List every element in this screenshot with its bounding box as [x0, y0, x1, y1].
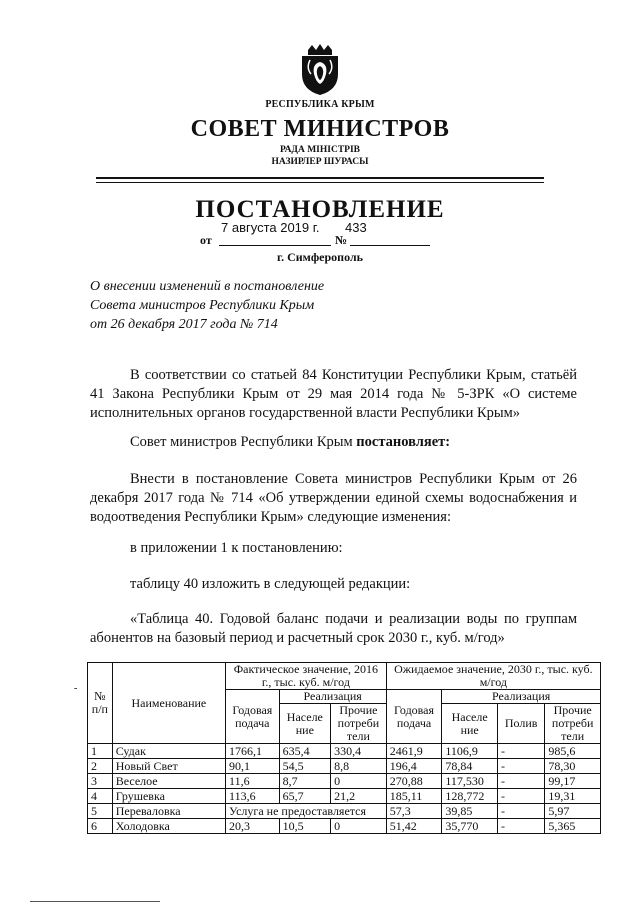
row-irrigation-expected: -	[497, 774, 544, 789]
row-population-expected: 1106,9	[442, 744, 498, 759]
row-supply-fact: 11,6	[226, 774, 280, 789]
number-underline	[350, 245, 430, 246]
preamble-paragraph: В соответствии со статьей 84 Конституции Республики Крым, статьёй 41 Закона Республики Крым от 29 мая 2014 года № 5-ЗРК «О системе исполнительных органов государственной власти Республики Крым»	[90, 367, 577, 421]
row-population-expected: 39,85	[442, 804, 498, 819]
date-underline	[219, 245, 331, 246]
row-name: Грушевка	[112, 789, 225, 804]
row-supply-expected: 51,42	[386, 819, 442, 834]
row-supply-fact: 113,6	[226, 789, 280, 804]
row-supply-fact: 90,1	[226, 759, 280, 774]
header-realization-fact: Реализация	[279, 690, 386, 704]
table-row	[88, 774, 601, 789]
header-rule-thick	[96, 177, 544, 179]
subject-line-3: от 26 декабря 2017 года № 714	[90, 317, 278, 332]
row-num: 3	[88, 774, 113, 789]
row-irrigation-expected: -	[497, 759, 544, 774]
row-other-fact: 0	[331, 774, 387, 789]
header-supply-fact: Годовая подача	[226, 690, 280, 744]
row-service-not-provided: Услуга не предоставляется	[226, 804, 387, 819]
row-population-expected: 35,770	[442, 819, 498, 834]
row-irrigation-expected: -	[497, 819, 544, 834]
row-other-fact: 0	[331, 819, 387, 834]
footer-rule	[30, 901, 160, 902]
row-other-fact: 8,8	[331, 759, 387, 774]
header-expected: Ожидаемое значение, 2030 г., тыс. куб. м/год	[386, 663, 600, 690]
row-supply-expected: 270,88	[386, 774, 442, 789]
resolves-paragraph	[90, 433, 577, 452]
row-num: 4	[88, 789, 113, 804]
header-population-expected: Населе ние	[442, 704, 498, 744]
row-population-fact: 54,5	[279, 759, 331, 774]
row-other-expected: 19,31	[545, 789, 601, 804]
row-other-expected: 78,30	[545, 759, 601, 774]
table-row	[88, 789, 601, 804]
number-label: №	[335, 233, 348, 247]
row-population-fact: 10,5	[279, 819, 331, 834]
row-supply-expected: 57,3	[386, 804, 442, 819]
table-row	[88, 819, 601, 834]
table-row	[88, 744, 601, 759]
row-population-expected: 117,530	[442, 774, 498, 789]
row-supply-fact: 1766,1	[226, 744, 280, 759]
row-population-expected: 78,84	[442, 759, 498, 774]
row-supply-expected: 2461,9	[386, 744, 442, 759]
table-caption: «Таблица 40. Годовой баланс подачи и реализации воды по группам абонентов на базовый период и расчетный срок 2030 г., куб. м/год»	[90, 611, 577, 646]
decree-title: ПОСТАНОВЛЕНИЕ	[195, 196, 445, 223]
appendix-paragraph: в приложении 1 к постановлению:	[130, 540, 343, 556]
row-other-expected: 5,365	[545, 819, 601, 834]
subject-line-2: Совета министров Республики Крым	[90, 298, 315, 313]
header-num: № п/п	[88, 663, 113, 744]
row-other-expected: 5,97	[545, 804, 601, 819]
row-irrigation-expected: -	[497, 804, 544, 819]
header-population-fact: Населе ние	[279, 704, 331, 744]
header-fact: Фактическое значение, 2016 г., тыс. куб. м/год	[226, 663, 387, 690]
decree-date: 7 августа 2019 г.	[221, 220, 320, 235]
row-name: Холодовка	[112, 819, 225, 834]
city: г. Симферополь	[277, 250, 363, 264]
resolves-text: Совет министров Республики Крым	[130, 434, 357, 450]
council-title: СОВЕТ МИНИСТРОВ	[190, 116, 450, 142]
date-label: от	[200, 233, 212, 247]
row-other-fact: 21,2	[331, 789, 387, 804]
council-title-crimean-tatar: НАЗИРЛЕР ШУРАСЫ	[271, 157, 369, 167]
resolves-keyword: постановляет:	[356, 434, 451, 450]
row-num: 5	[88, 804, 113, 819]
row-other-fact: 330,4	[331, 744, 387, 759]
header-other-fact: Прочие потреби тели	[331, 704, 387, 744]
header-other-expected: Прочие потреби тели	[545, 704, 601, 744]
row-population-fact: 8,7	[279, 774, 331, 789]
row-supply-expected: 185,11	[386, 789, 442, 804]
row-supply-fact: 20,3	[226, 819, 280, 834]
row-num: 6	[88, 819, 113, 834]
water-balance-table	[87, 662, 601, 834]
row-irrigation-expected: -	[497, 789, 544, 804]
table-row	[88, 804, 601, 819]
row-other-expected: 985,6	[545, 744, 601, 759]
table-header-row	[88, 663, 601, 690]
table-instruction-paragraph: таблицу 40 изложить в следующей редакции:	[130, 576, 411, 592]
amendment-paragraph: Внести в постановление Совета министров Республики Крым от 26 декабря 2017 года № 714 «Об утверждении единой схемы водоснабжения и водоотведения Республики Крым» следующие изменения:	[90, 471, 577, 525]
subject-line-1: О внесении изменений в постановление	[90, 279, 325, 294]
row-name: Судак	[112, 744, 225, 759]
row-name: Новый Свет	[112, 759, 225, 774]
row-irrigation-expected: -	[497, 744, 544, 759]
council-title-ukrainian: РАДА МІНІСТРІВ	[279, 145, 360, 155]
header-rule-thin	[96, 182, 544, 183]
row-name: Веселое	[112, 774, 225, 789]
republic-name: РЕСПУБЛИКА КРЫМ	[265, 99, 375, 110]
row-name: Переваловка	[112, 804, 225, 819]
row-num: 1	[88, 744, 113, 759]
decree-number: 433	[345, 220, 367, 235]
crimea-coat-of-arms-icon	[298, 44, 342, 96]
margin-mark: -	[74, 683, 78, 694]
header-name: Наименование	[112, 663, 225, 744]
row-population-fact: 635,4	[279, 744, 331, 759]
header-supply-expected: Годовая подача	[386, 690, 442, 744]
header-irrigation-expected: Полив	[497, 704, 544, 744]
row-population-fact: 65,7	[279, 789, 331, 804]
row-population-expected: 128,772	[442, 789, 498, 804]
row-num: 2	[88, 759, 113, 774]
row-other-expected: 99,17	[545, 774, 601, 789]
row-supply-expected: 196,4	[386, 759, 442, 774]
header-realization-expected: Реализация	[442, 690, 601, 704]
table-row	[88, 759, 601, 774]
